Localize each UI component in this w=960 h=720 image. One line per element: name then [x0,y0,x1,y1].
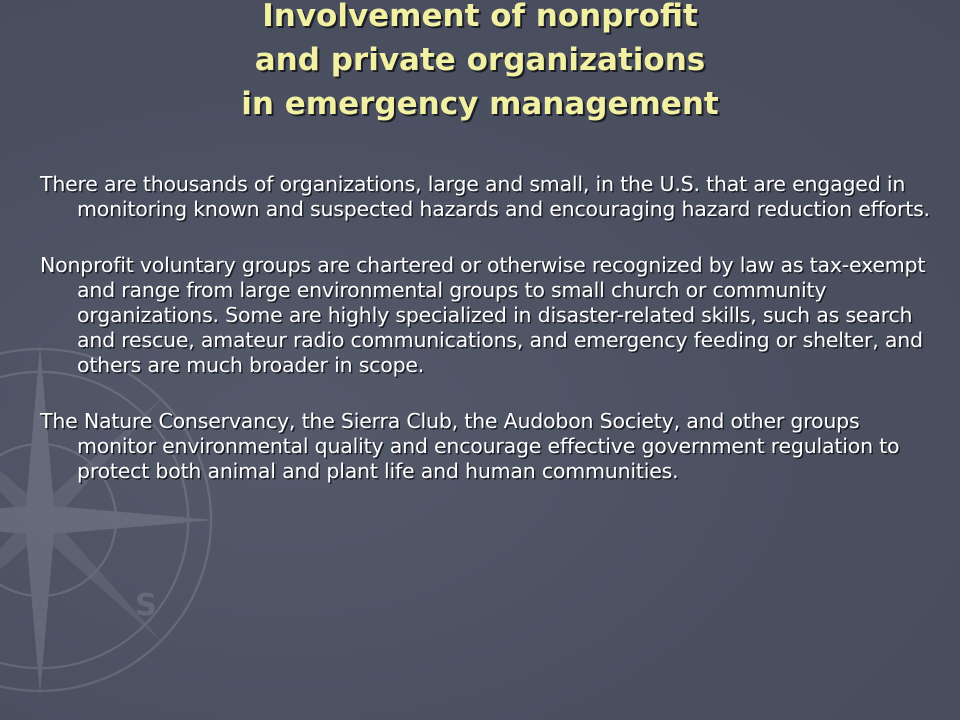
svg-text:S: S [135,588,157,623]
title-line-2: and private organizations [254,42,706,78]
slide-body [40,172,930,515]
title-line-1: Involvement of nonprofit [262,0,698,34]
paragraph-nonprofit-groups: Nonprofit voluntary groups are chartered or otherwise recognized by law as tax-exempt and range from large environmental groups to small church or community organizations. Some are highly specialized in disaster-related skills, such as search and rescue, amateur radio communications, and emergency feeding or shelter, and others are much broader in scope. [40,253,926,377]
paragraph-organizations: There are thousands of organizations, large and small, in the U.S. that are engaged in monitoring known and suspected hazards and encouraging hazard reduction efforts. [40,172,930,221]
slide-title [0,0,960,126]
title-line-3: in emergency management [241,86,719,122]
paragraph-environmental-groups: The Nature Conservancy, the Sierra Club, the Audobon Society, and other groups monitor environmental quality and encourage effective government regulation to protect both animal and plant life and human communities. [40,409,900,483]
